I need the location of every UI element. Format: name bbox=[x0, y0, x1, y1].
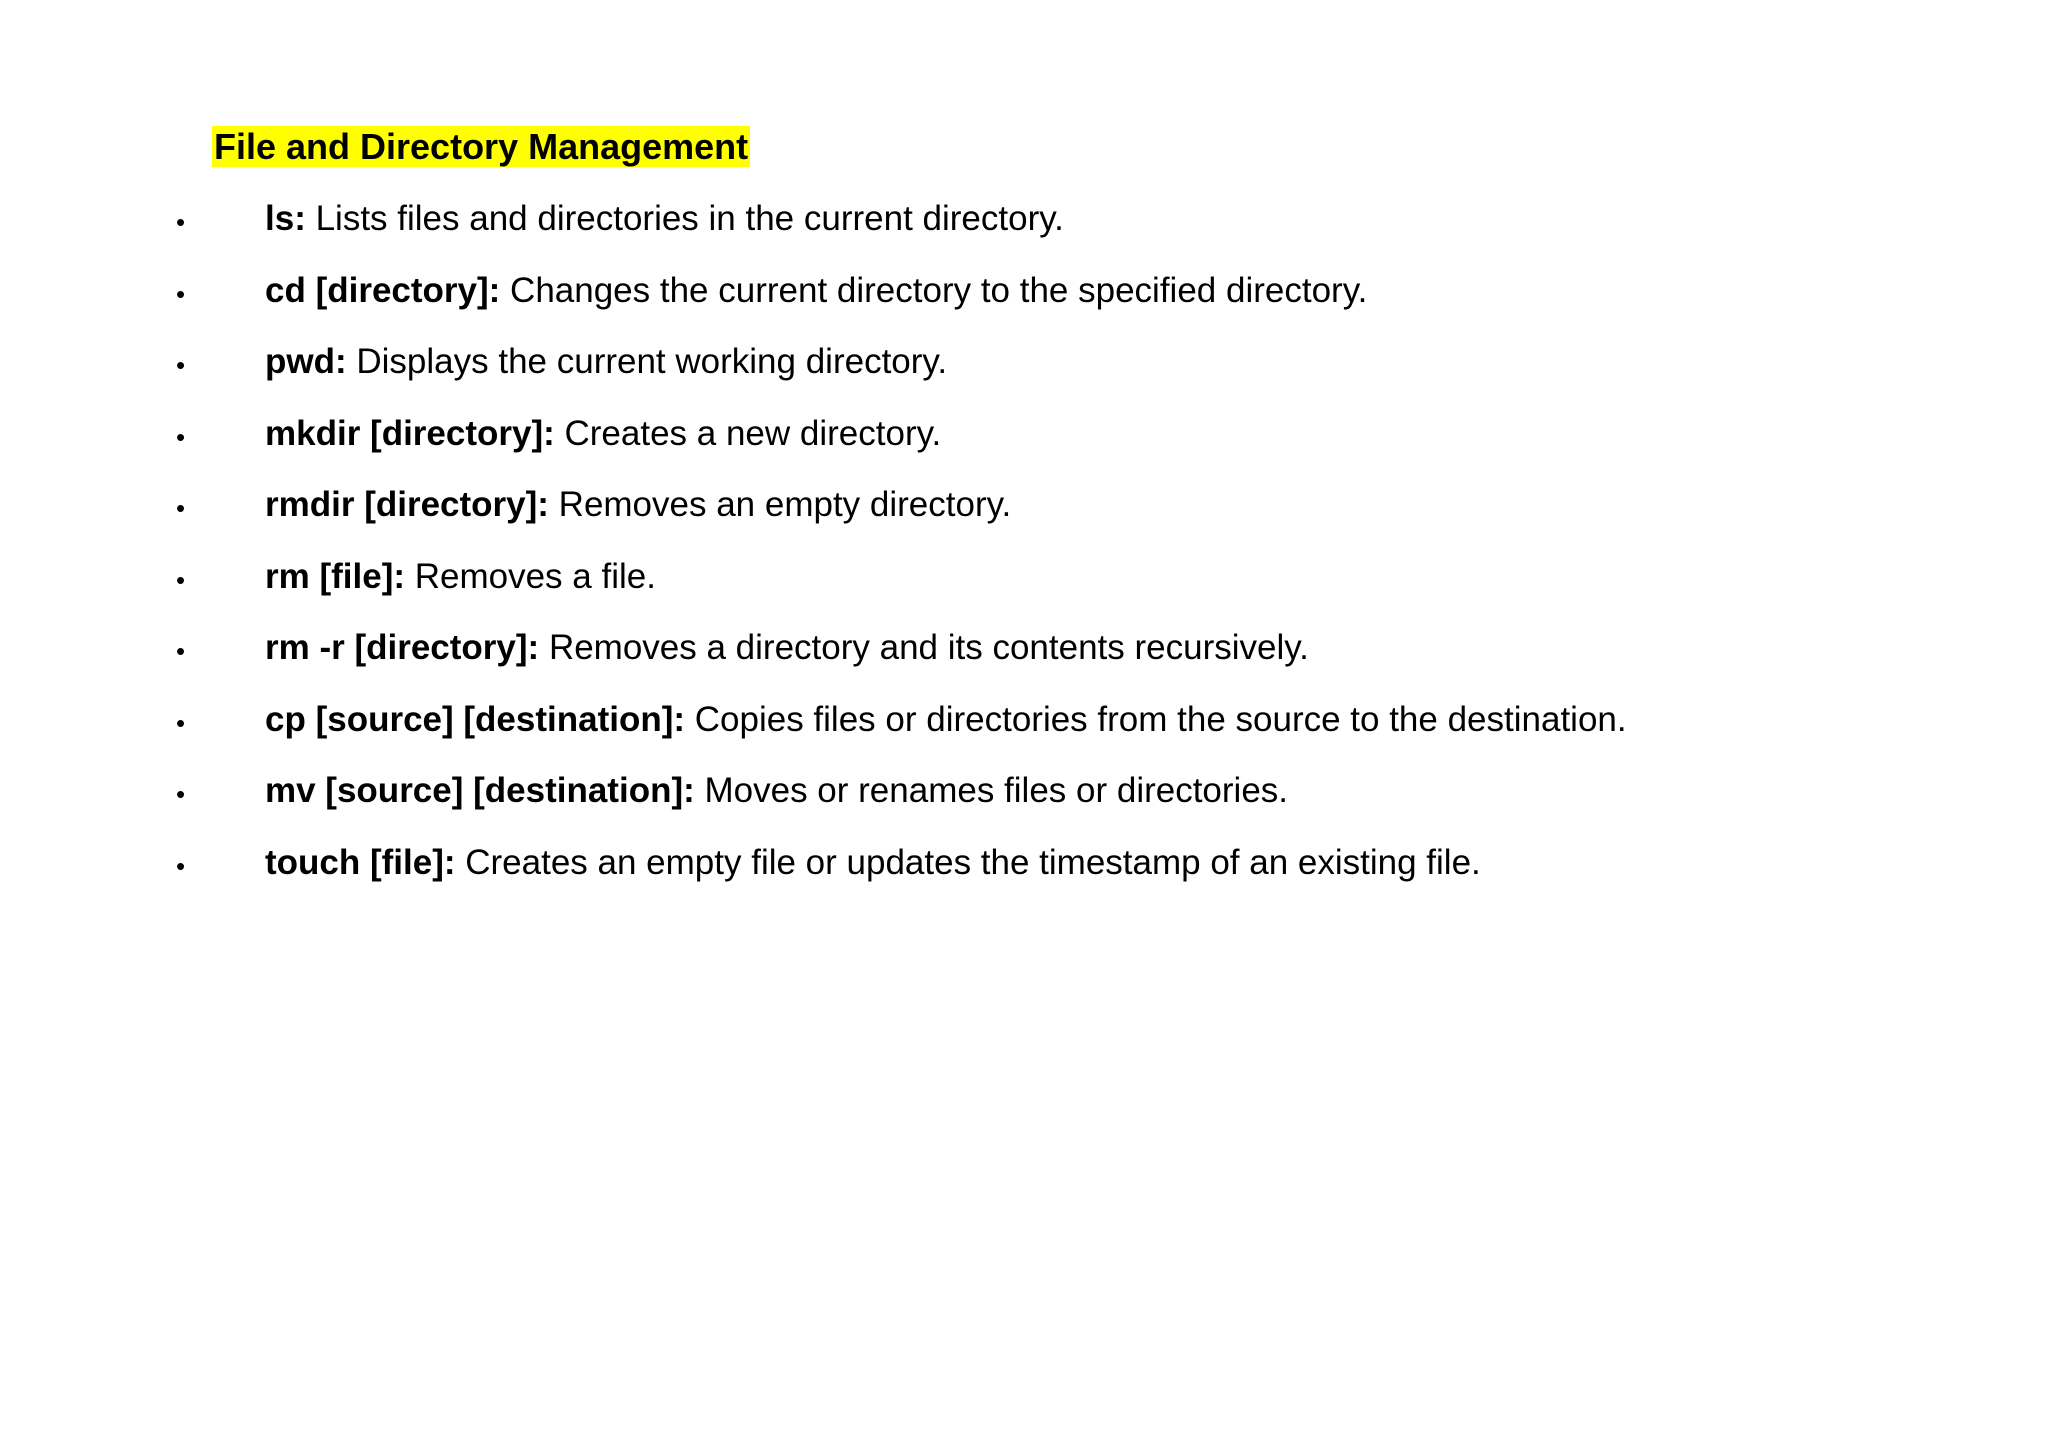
bullet: • bbox=[176, 207, 186, 237]
list-item bbox=[0, 255, 2048, 327]
list-item bbox=[0, 326, 2048, 398]
command-description: Removes a directory and its contents recursively. bbox=[539, 628, 1309, 667]
bullet: • bbox=[176, 493, 186, 523]
list-item bbox=[0, 684, 2048, 756]
list-item-text bbox=[265, 755, 1288, 827]
list-item-text bbox=[265, 255, 1367, 327]
bullet: • bbox=[176, 564, 186, 595]
command-description: Lists files and directories in the current directory. bbox=[305, 199, 1064, 238]
list-item bbox=[0, 398, 2048, 470]
command-description: Creates a new directory. bbox=[554, 413, 942, 453]
list-item-text bbox=[265, 827, 1481, 899]
command-name: mkdir [directory]: bbox=[265, 413, 555, 453]
list-item-text bbox=[265, 183, 1064, 255]
bullet: • bbox=[176, 636, 186, 666]
list-item-text bbox=[265, 684, 1627, 756]
list-item bbox=[0, 183, 2048, 255]
list-item-text bbox=[265, 612, 1309, 684]
list-item bbox=[0, 541, 2048, 613]
list-item-text bbox=[265, 541, 656, 613]
bullet: • bbox=[176, 350, 186, 380]
bullet: • bbox=[176, 850, 186, 881]
command-description: Removes an empty directory. bbox=[548, 485, 1012, 524]
command-description: Removes a file. bbox=[405, 556, 656, 596]
list-item bbox=[0, 755, 2048, 827]
list-item bbox=[0, 469, 2048, 541]
bullet: • bbox=[176, 421, 186, 452]
list-item bbox=[0, 612, 2048, 684]
command-name: mv [source] [destination]: bbox=[265, 771, 695, 810]
command-description: Creates an empty file or updates the timestamp of an existing file. bbox=[455, 842, 1481, 882]
command-name: rm [file]: bbox=[265, 556, 405, 596]
command-name: cd [directory]: bbox=[265, 270, 501, 310]
command-description: Copies files or directories from the source to the destination. bbox=[685, 699, 1627, 739]
list-item bbox=[0, 827, 2048, 899]
command-name: ls: bbox=[265, 199, 306, 238]
command-list bbox=[0, 183, 2048, 898]
command-description: Changes the current directory to the specified directory. bbox=[500, 270, 1368, 310]
section-heading-text: File and Directory Management bbox=[214, 126, 749, 167]
command-name: touch [file]: bbox=[265, 842, 456, 882]
command-name: pwd: bbox=[265, 342, 347, 381]
list-item-text bbox=[265, 326, 947, 398]
bullet: • bbox=[176, 779, 186, 809]
command-name: rm -r [directory]: bbox=[265, 628, 540, 667]
section-heading bbox=[212, 121, 750, 173]
list-item-text bbox=[265, 398, 941, 470]
command-description: Moves or renames files or directories. bbox=[694, 771, 1289, 810]
command-description: Displays the current working directory. bbox=[346, 342, 948, 381]
command-name: cp [source] [destination]: bbox=[265, 699, 686, 739]
bullet: • bbox=[176, 278, 186, 309]
list-item-text bbox=[265, 469, 1011, 541]
command-name: rmdir [directory]: bbox=[265, 485, 549, 524]
bullet: • bbox=[176, 707, 186, 738]
